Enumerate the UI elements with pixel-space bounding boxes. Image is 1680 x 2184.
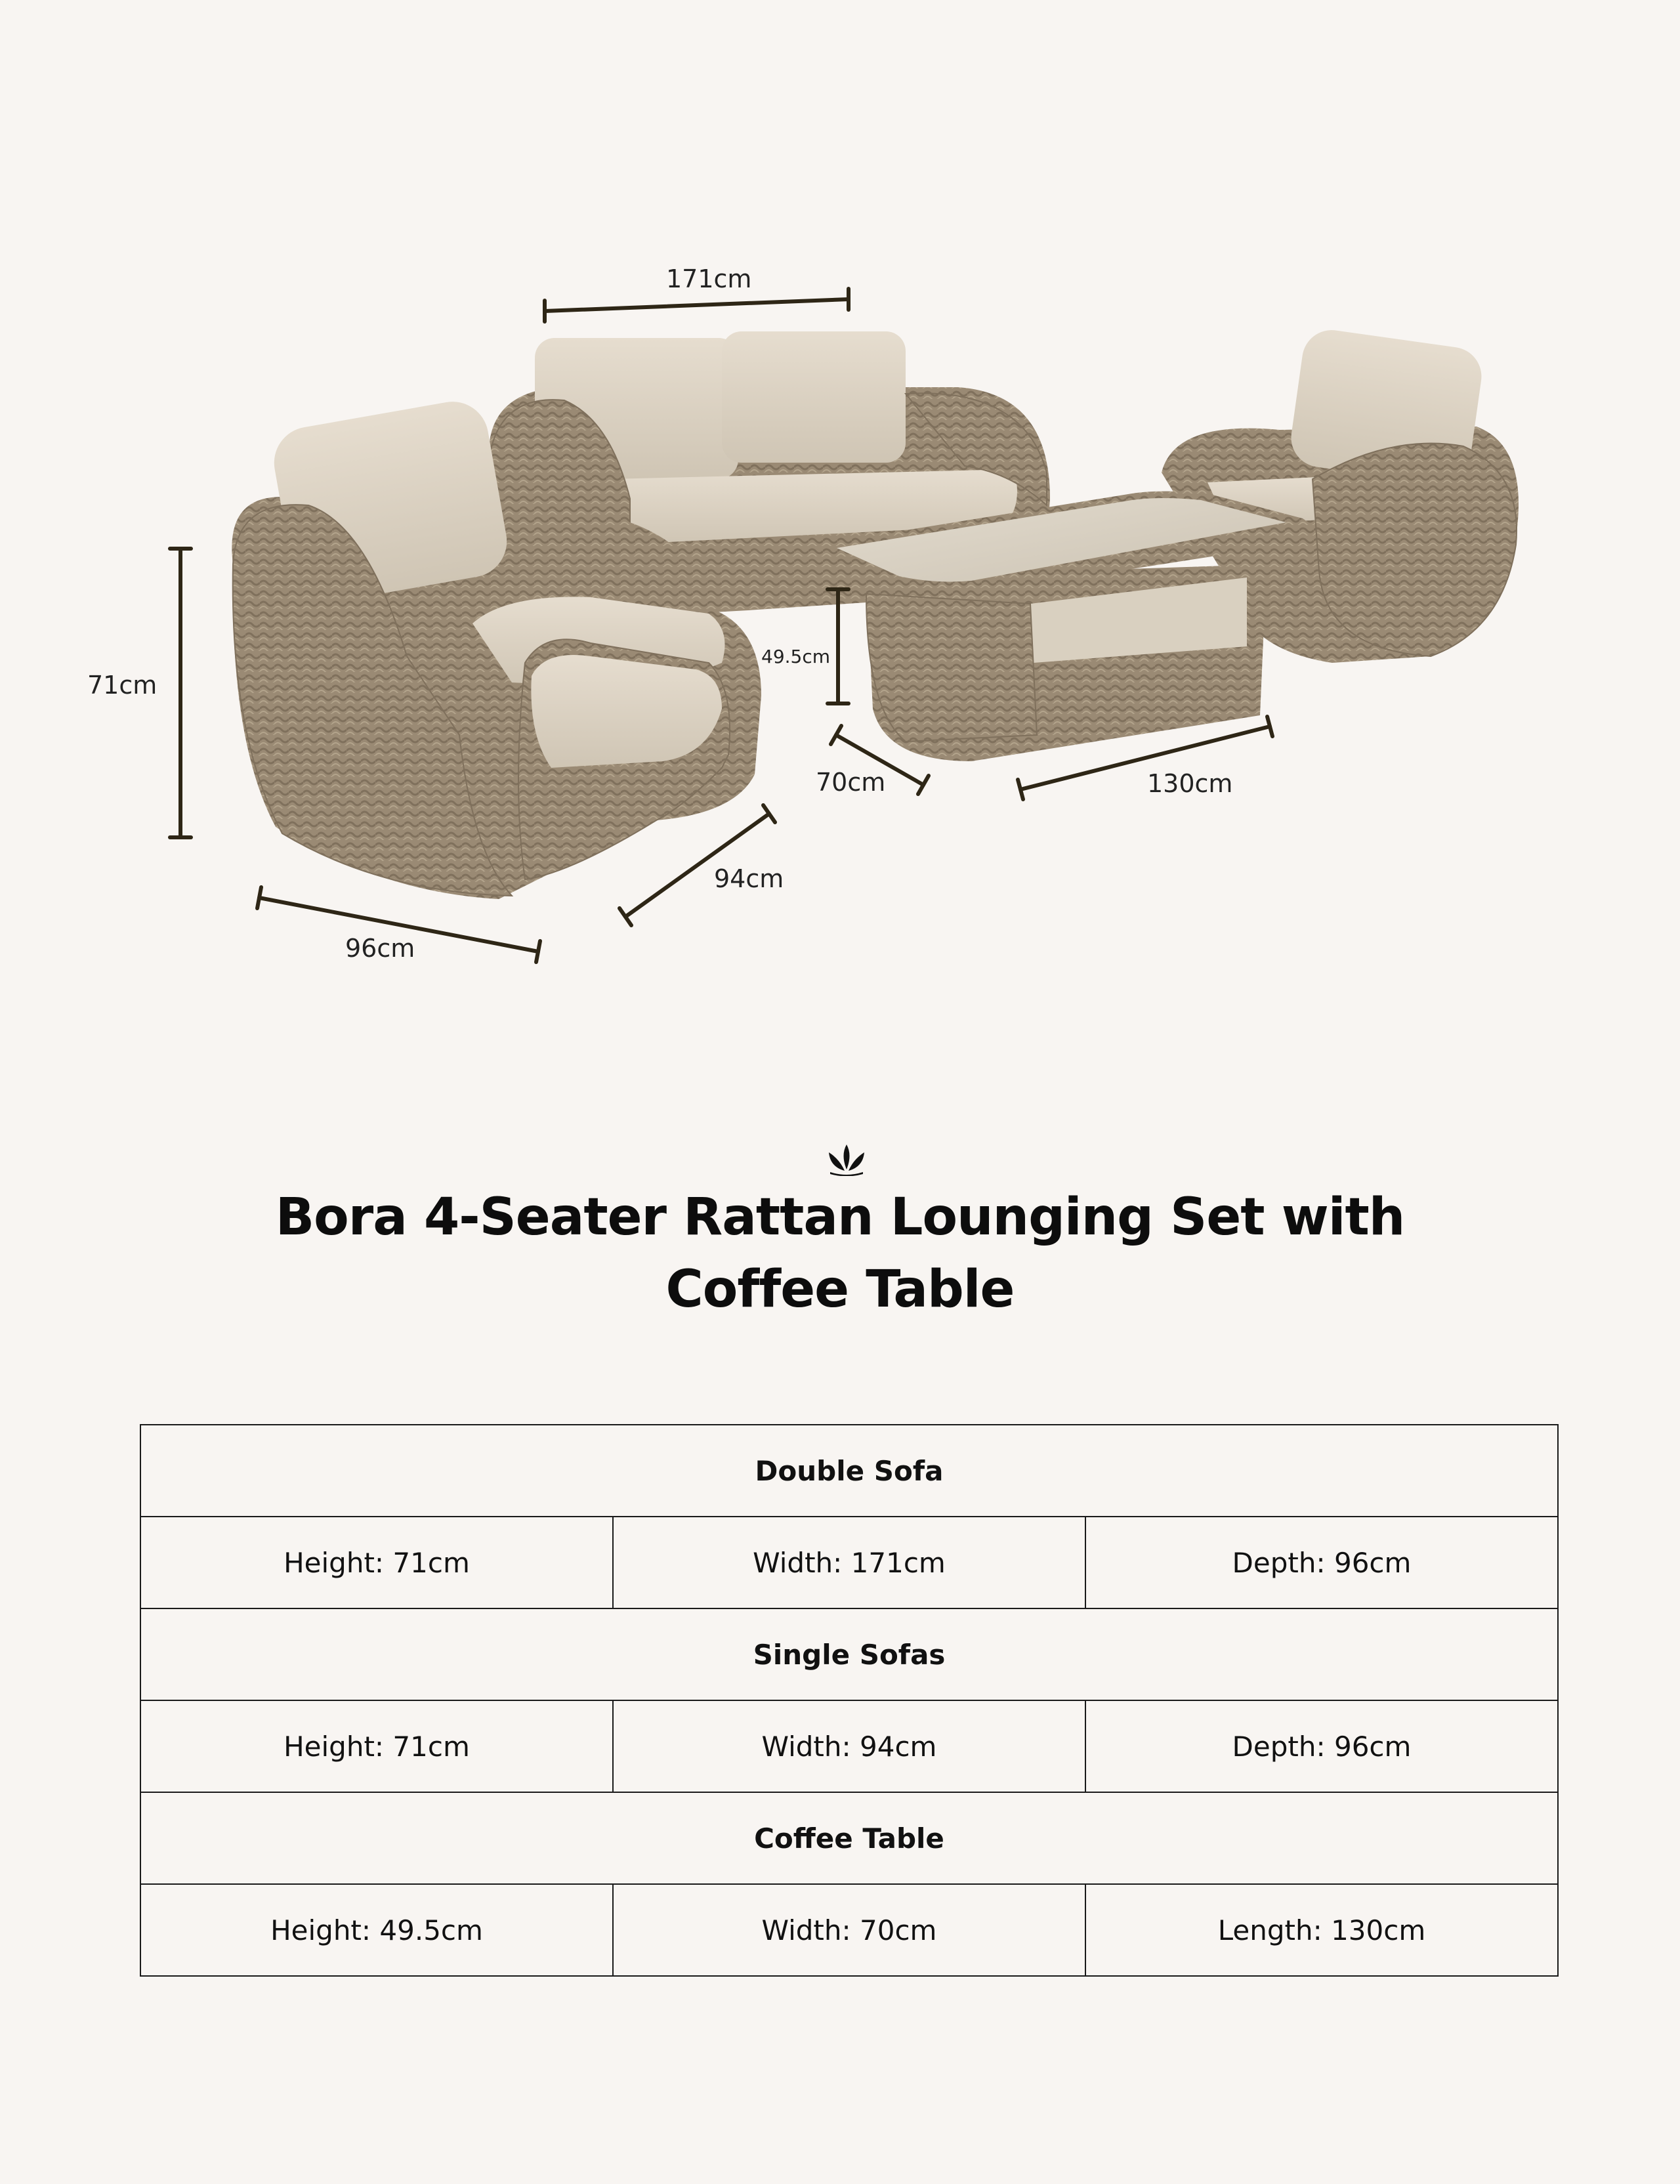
dim-label-chair-depth: 94cm bbox=[714, 864, 784, 893]
spec-cell: Depth: 96cm bbox=[1085, 1700, 1558, 1792]
dim-label-sofa-width: 171cm bbox=[666, 264, 752, 293]
spec-cell: Height: 71cm bbox=[140, 1700, 613, 1792]
dim-label-chair-width: 96cm bbox=[345, 934, 415, 963]
spec-cell: Depth: 96cm bbox=[1085, 1517, 1558, 1608]
dim-label-chair-height: 71cm bbox=[87, 671, 158, 700]
dim-label-table-length: 130cm bbox=[1147, 769, 1233, 798]
product-illustration bbox=[0, 0, 1680, 1050]
table-row bbox=[140, 1884, 1558, 1976]
section-heading-single-sofas: Single Sofas bbox=[140, 1608, 1558, 1700]
dim-label-table-height: 49.5cm bbox=[761, 646, 831, 667]
spec-cell: Width: 94cm bbox=[613, 1700, 1085, 1792]
lotus-icon bbox=[824, 1142, 870, 1176]
dim-label-table-width: 70cm bbox=[816, 768, 886, 797]
spec-cell: Height: 49.5cm bbox=[140, 1884, 613, 1976]
table-row bbox=[140, 1517, 1558, 1608]
section-heading-double-sofa: Double Sofa bbox=[140, 1425, 1558, 1517]
spec-cell: Height: 71cm bbox=[140, 1517, 613, 1608]
spec-table bbox=[140, 1424, 1559, 1977]
section-heading-coffee-table: Coffee Table bbox=[140, 1792, 1558, 1884]
spec-cell: Width: 171cm bbox=[613, 1517, 1085, 1608]
page-title: Bora 4-Seater Rattan Lounging Set with Coffee Table bbox=[275, 1188, 1405, 1319]
spec-cell: Length: 130cm bbox=[1085, 1884, 1558, 1976]
table-row bbox=[140, 1608, 1558, 1700]
table-row bbox=[140, 1425, 1558, 1517]
spec-cell: Width: 70cm bbox=[613, 1884, 1085, 1976]
table-row bbox=[140, 1792, 1558, 1884]
table-row bbox=[140, 1700, 1558, 1792]
